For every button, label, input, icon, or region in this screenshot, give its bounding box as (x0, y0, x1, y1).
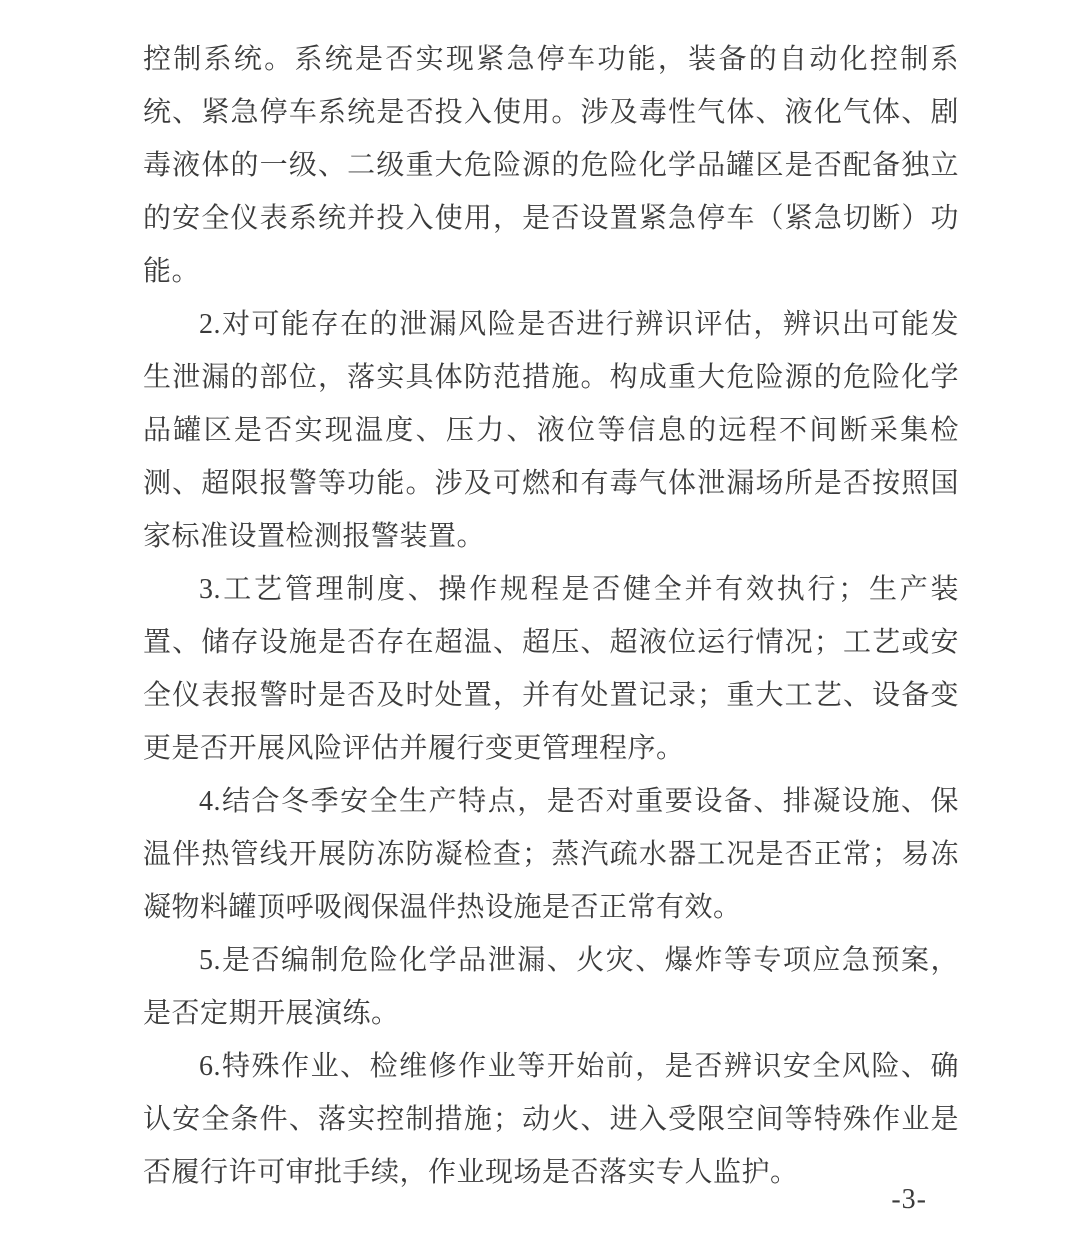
paragraph-item-6: 6.特殊作业、检维修作业等开始前，是否辨识安全风险、确认安全条件、落实控制措施；动火、进入受限空间等特殊作业是否履行许可审批手续，作业现场是否落实专人监护。 (143, 1051, 959, 1188)
paragraph-item-5: 5.是否编制危险化学品泄漏、火灾、爆炸等专项应急预案，是否定期开展演练。 (143, 945, 959, 1029)
paragraph-item-3: 3.工艺管理制度、操作规程是否健全并有效执行；生产装置、储存设施是否存在超温、超压、超液位运行情况；工艺或安全仪表报警时是否及时处置，并有处置记录；重大工艺、设备变更是否开展风险评估并履行变更管理程序。 (143, 574, 959, 764)
body-text (143, 33, 959, 1199)
paragraph-item-4: 4.结合冬季安全生产特点，是否对重要设备、排凝设施、保温伴热管线开展防冻防凝检查；蒸汽疏水器工况是否正常；易冻凝物料罐顶呼吸阀保温伴热设施是否正常有效。 (143, 786, 959, 923)
paragraph-item-2: 2.对可能存在的泄漏风险是否进行辨识评估，辨识出可能发生泄漏的部位，落实具体防范措施。构成重大危险源的危险化学品罐区是否实现温度、压力、液位等信息的远程不间断采集检测、超限报警等功能。涉及可燃和有毒气体泄漏场所是否按照国家标准设置检测报警装置。 (143, 309, 959, 552)
paragraph-continuation: 控制系统。系统是否实现紧急停车功能，装备的自动化控制系统、紧急停车系统是否投入使用。涉及毒性气体、液化气体、剧毒液体的一级、二级重大危险源的危险化学品罐区是否配备独立的安全仪表系统并投入使用，是否设置紧急停车（紧急切断）功能。 (143, 44, 959, 287)
page-number: -3- (891, 1184, 927, 1215)
